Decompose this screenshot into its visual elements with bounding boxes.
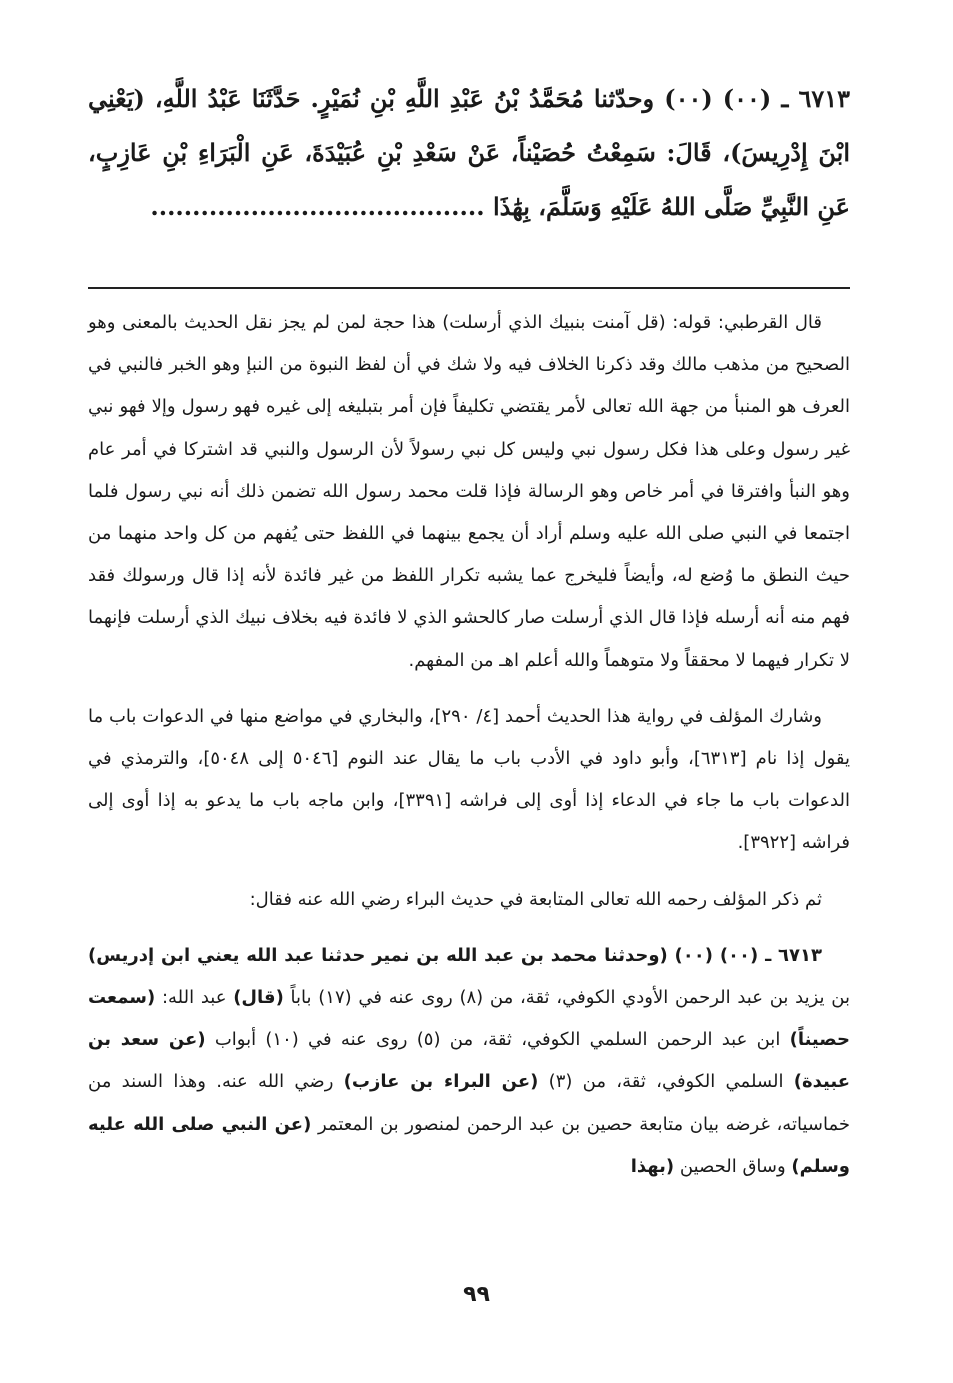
isnad-nabi: (عن النبي صلى الله عليه وسلم) [88, 1113, 850, 1177]
isnad-bihadha: (بهذا [630, 1155, 675, 1177]
footnote-divider [88, 287, 850, 289]
hadith-continuation-dots: ........................................ [150, 192, 485, 221]
isnad-note: السلمي الكوفي، ثقة، من (٣) [538, 1071, 794, 1093]
isnad-note: ابن عبد الرحمن السلمي الكوفي، ثقة، من (٥) روى عنه في (١٠) أبواب [205, 1029, 790, 1051]
isnad-saad: (عن سعد بن عبيدة) [88, 1029, 850, 1093]
commentary-isnad [88, 935, 850, 1188]
hadith-text [88, 72, 850, 234]
isnad-note: بن يزيد بن عبد الرحمن الأودي الكوفي، ثقة، من (٨) روى عنه في (١٧) باباً [283, 987, 850, 1009]
isnad-qala: (قال) [233, 987, 284, 1009]
isnad-husayn: (سمعت حصيناً) [88, 987, 850, 1051]
isnad-narrators: (وحدثنا محمد بن عبد الله بن نمير حدثنا عبد الله يعني ابن إدريس) [88, 944, 668, 966]
commentary [88, 302, 850, 1188]
hadith-body: ٦٧١٣ ـ (٠٠) (٠٠) وحدّثنا مُحَمَّدُ بْنُ عَبْدِ اللَّهِ بْنِ نُمَيْرٍ. حَدَّثَنَا عَبْدُ اللَّهِ، (يَعْنِي ابْنَ إِدْرِيسَ)، قَالَ: سَمِعْتُ حُصَيْناً، عَنْ سَعْدِ بْنِ عُبَيْدَةَ، عَنِ الْبَرَاءِ بْنِ عَازِبٍ، عَنِ النَّبِيِّ صَلَّى اللهُ عَلَيْهِ وَسَلَّمَ، بِهَٰذَا [88, 84, 850, 221]
page-number: ٩٩ [463, 1282, 490, 1307]
commentary-qurtubi: قال القرطبي: قوله: (قل آمنت بنبيك الذي أرسلت) هذا حجة لمن لم يجز نقل الحديث بالمعنى وهو الصحيح من مذهب مالك وقد ذكرنا الخلاف فيه ولا شك في أن لفظ النبوة من النبإ وهو الخبر فالنبي في العرف هو المنبأ من جهة الله تعالى لأمر يقتضي تكليفاً فإن أمر بتبليغه إلى غيره فهو رسول وإلا فهو نبي غير رسول وعلى هذا فكل رسول نبي وليس كل نبي رسولاً لأن الرسول والنبي قد اشتركا في أمر عام وهو النبأ وافترقا في أمر خاص وهو الرسالة فإذا قلت محمد رسول الله تضمن ذلك أنه نبي رسول فلما اجتمعا في النبي صلى الله عليه وسلم أراد أن يجمع بينهما في اللفظ حتى يُفهم من كل واحد منهما من حيث النطق ما وُضع له، وأيضاً فليخرج عما يشبه تكرار اللفظ من غير فائدة لأنه إذا قال ورسولك فقد فهم منه أنه أرسله فإذا قال الذي أرسلت صار كالحشو الذي لا فائدة فيه بخلاف نبيك الذي أرسلت فإنهما لا تكرار فيهما لا محققاً ولا متوهماً والله أعلم اهـ من المفهم. [88, 312, 850, 671]
isnad-note: رضي الله عنه. وهذا السند من خماسياته، غرضه بيان متابعة حصين بن عبد الرحمن لمنصور بن المعتمر [88, 1071, 850, 1135]
isnad-number: ٦٧١٣ ـ (٠٠) (٠٠) [667, 944, 822, 966]
commentary-takhrij: وشارك المؤلف في رواية هذا الحديث أحمد [٤/ ٢٩٠]، والبخاري في مواضع منها في الدعوات باب ما يقول إذا نام [٦٣١٣]، وأبو داود في الأدب باب ما يقال عند النوم [٥٠٤٦ إلى ٥٠٤٨]، والترمذي في الدعوات باب ما جاء في الدعاء إذا أوى إلى فراشه [٣٣٩١]، وابن ماجه باب ما يدعو به إذا أوى إلى فراشه [٣٩٢٢]. [88, 705, 850, 854]
isnad-note: عبد الله: [155, 987, 234, 1009]
isnad-note: وساق الحصين [674, 1155, 792, 1177]
commentary-mutabaa-intro: ثم ذكر المؤلف رحمه الله تعالى المتابعة في حديث البراء رضي الله عنه فقال: [249, 888, 822, 910]
isnad-bara: (عن البراء بن عازب) [343, 1071, 539, 1093]
